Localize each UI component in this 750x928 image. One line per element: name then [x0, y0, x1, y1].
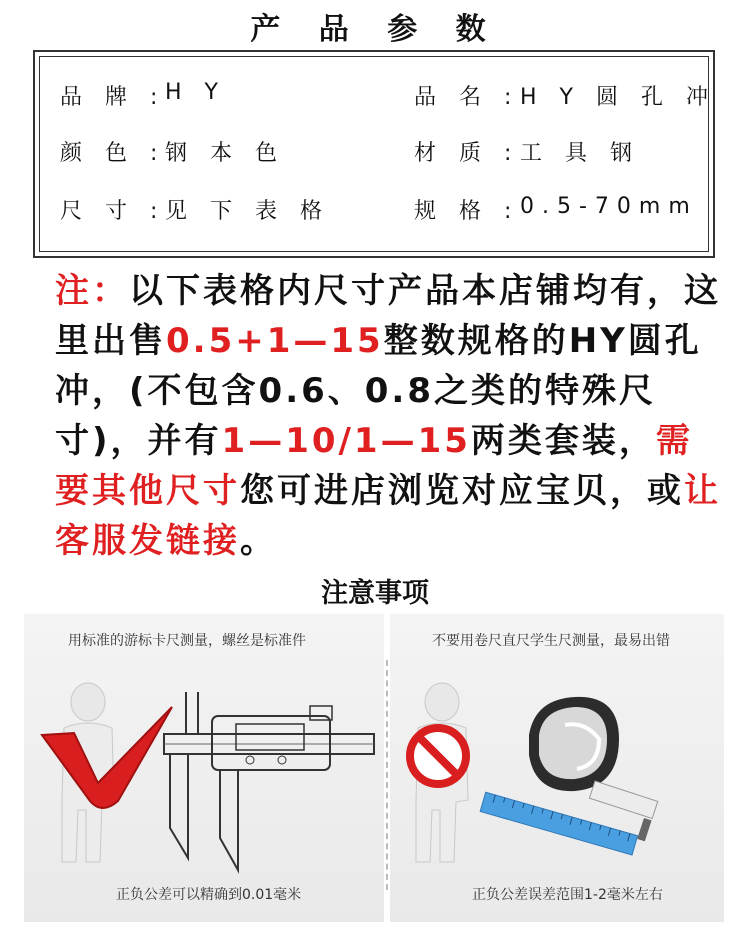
note-text-1: 以下表格内尺寸产品本店铺均有，这里出售 [55, 271, 721, 361]
brand-value: H Y [165, 80, 226, 105]
correct-method-caption: 用标准的游标卡尺测量，螺丝是标准件 [68, 633, 306, 649]
brand-label: 品 牌 : [60, 85, 166, 110]
color-label: 颜 色 : [60, 141, 166, 166]
wrong-method-caption: 不要用卷尺直尺学生尺测量，最易出错 [432, 633, 670, 649]
spec-label: 规 格 : [414, 199, 520, 224]
wrong-tolerance-caption: 正负公差误差范围1-2毫米左右 [472, 887, 663, 903]
material-value: 工 具 钢 [520, 141, 640, 166]
checkmark-icon [40, 705, 180, 815]
note-text-5: 。 [240, 521, 277, 561]
note-red-2: 1—10/1—15 [221, 421, 471, 461]
note-red-4: 让客服发链接 [55, 471, 721, 561]
ruler-icon [478, 790, 648, 880]
spec-value: 0.5-70mm [520, 194, 698, 219]
correct-tolerance-caption: 正负公差可以精确到0.01毫米 [116, 887, 302, 903]
size-label: 尺 寸 : [60, 199, 166, 224]
note-red-3: 需要其他尺寸 [55, 421, 693, 511]
prohibited-icon [404, 722, 474, 792]
size-value: 见 下 表 格 [165, 199, 330, 224]
attention-title: 注意事项 [321, 578, 429, 609]
note-text-4: 您可进店浏览对应宝贝，或 [240, 471, 684, 511]
note-paragraph [55, 266, 725, 566]
note-text-2: 整数规格的HY圆孔冲，(不包含0.6、0.8之类的特殊尺寸)，并有 [55, 321, 702, 461]
caliper-icon [160, 688, 380, 888]
page-title: 产 品 参 数 [250, 12, 500, 47]
note-text-3: 两类套装， [470, 421, 656, 461]
note-red-1: 0.5+1—15 [166, 321, 384, 361]
panel-divider [386, 660, 388, 890]
material-label: 材 质 : [414, 141, 520, 166]
note-prefix: 注： [55, 271, 129, 311]
color-value: 钢 本 色 [165, 141, 285, 166]
name-value: H Y 圆 孔 冲 [520, 85, 716, 110]
name-label: 品 名 : [414, 85, 520, 110]
